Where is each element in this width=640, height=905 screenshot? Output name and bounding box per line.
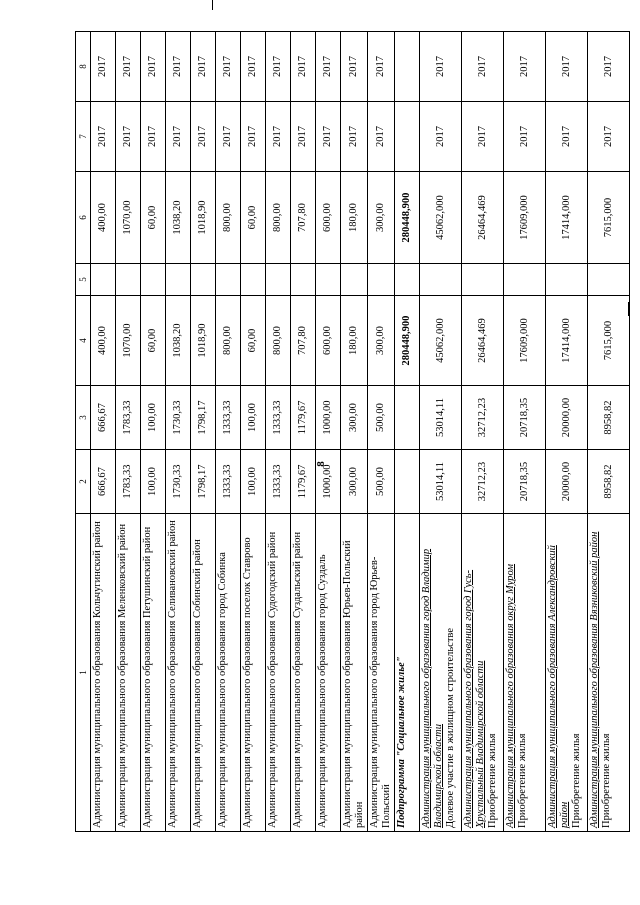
year-cell: 2017 xyxy=(141,102,166,172)
value-cell: 100,00 xyxy=(141,450,166,514)
year-cell: 2017 xyxy=(546,32,588,102)
table-row xyxy=(141,32,166,832)
value-cell: 1070,00 xyxy=(116,172,141,264)
value-cell: 20000,00 xyxy=(546,386,588,450)
subprogram-row xyxy=(395,32,420,832)
value-cell xyxy=(395,386,420,450)
year-cell: 2017 xyxy=(588,102,630,172)
value-cell xyxy=(462,264,504,296)
value-cell xyxy=(504,264,546,296)
value-cell: 666,67 xyxy=(91,450,116,514)
table-row xyxy=(420,32,462,832)
admin-name-cell: Администрация муниципального образования Собинский район xyxy=(191,514,216,832)
item-name: Приобретение жилья xyxy=(571,733,582,828)
year-cell xyxy=(395,102,420,172)
value-cell xyxy=(166,264,191,296)
value-cell: 60,00 xyxy=(141,296,166,386)
value-cell: 7615,000 xyxy=(588,296,630,386)
value-cell xyxy=(241,264,266,296)
table-row xyxy=(504,32,546,832)
value-cell: 707,80 xyxy=(291,296,316,386)
value-cell: 26464,469 xyxy=(462,172,504,264)
item-name: Долевое участие в жилищном строительстве xyxy=(445,628,456,828)
value-cell: 300,00 xyxy=(341,386,368,450)
value-cell: 20000,00 xyxy=(546,450,588,514)
value-cell: 800,00 xyxy=(216,172,241,264)
value-cell: 1798,17 xyxy=(191,450,216,514)
value-cell: 45062,000 xyxy=(420,296,462,386)
value-cell xyxy=(546,264,588,296)
value-cell: 60,00 xyxy=(241,172,266,264)
value-cell: 8958,82 xyxy=(588,450,630,514)
header-cell: 6 xyxy=(76,172,91,264)
value-cell: 1333,33 xyxy=(266,450,291,514)
budget-table xyxy=(75,31,630,832)
table-row xyxy=(91,32,116,832)
item-name: Приобретение жилья xyxy=(601,733,612,828)
value-cell: 1070,00 xyxy=(116,296,141,386)
value-cell: 1018,90 xyxy=(191,172,216,264)
value-cell: 1783,33 xyxy=(116,386,141,450)
year-cell: 2017 xyxy=(166,102,191,172)
admin-name-cell: Администрация муниципального образования город Собинка xyxy=(216,514,241,832)
year-cell: 2017 xyxy=(266,102,291,172)
header-cell: 1 xyxy=(76,514,91,832)
table-row xyxy=(166,32,191,832)
admin-name-cell: Администрация муниципального образования Юрьев-Польский район xyxy=(341,514,368,832)
year-cell: 2017 xyxy=(588,32,630,102)
value-cell: 53014,11 xyxy=(420,386,462,450)
value-cell: 1000,00 xyxy=(316,386,341,450)
header-cell: 7 xyxy=(76,102,91,172)
value-cell: 600,00 xyxy=(316,296,341,386)
value-cell: 17609,000 xyxy=(504,172,546,264)
value-cell xyxy=(141,264,166,296)
item-admin: Администрация муниципального образования округ Муром xyxy=(505,563,516,828)
item-name: Приобретение жилья xyxy=(487,733,498,828)
year-cell: 2017 xyxy=(91,102,116,172)
value-cell: 180,00 xyxy=(341,172,368,264)
value-cell: 300,00 xyxy=(341,450,368,514)
value-cell: 32712,23 xyxy=(462,450,504,514)
value-cell: 1038,20 xyxy=(166,296,191,386)
year-cell: 2017 xyxy=(341,32,368,102)
item-name-cell xyxy=(420,514,462,832)
value-cell: 17414,000 xyxy=(546,296,588,386)
value-cell: 600,00 xyxy=(316,172,341,264)
admin-name-cell: Администрация муниципального образования поселок Ставрово xyxy=(241,514,266,832)
header-row xyxy=(76,32,91,832)
year-cell: 2017 xyxy=(116,32,141,102)
admin-name-cell: Администрация муниципального образования Селивановский район xyxy=(166,514,191,832)
value-cell: 60,00 xyxy=(141,172,166,264)
year-cell: 2017 xyxy=(291,102,316,172)
table-row xyxy=(191,32,216,832)
value-cell xyxy=(266,264,291,296)
item-name-cell xyxy=(588,514,630,832)
year-cell: 2017 xyxy=(241,32,266,102)
value-cell: 20718,35 xyxy=(504,386,546,450)
year-cell: 2017 xyxy=(291,32,316,102)
page-number: 8 xyxy=(314,461,327,467)
value-cell: 60,00 xyxy=(241,296,266,386)
value-cell xyxy=(395,264,420,296)
year-cell: 2017 xyxy=(546,102,588,172)
value-cell: 17414,000 xyxy=(546,172,588,264)
table-row xyxy=(341,32,368,832)
value-cell xyxy=(91,264,116,296)
year-cell: 2017 xyxy=(341,102,368,172)
value-cell: 1798,17 xyxy=(191,386,216,450)
value-cell xyxy=(420,264,462,296)
value-cell: 400,00 xyxy=(91,296,116,386)
item-admin: Администрация муниципального образования город Владимир Владимирской области xyxy=(421,548,444,828)
year-cell: 2017 xyxy=(420,32,462,102)
value-cell: 1730,33 xyxy=(166,386,191,450)
value-cell: 17609,000 xyxy=(504,296,546,386)
value-cell: 20718,35 xyxy=(504,450,546,514)
table-row xyxy=(241,32,266,832)
header-cell: 4 xyxy=(76,296,91,386)
value-cell: 100,00 xyxy=(241,450,266,514)
value-cell: 53014,11 xyxy=(420,450,462,514)
table-row xyxy=(291,32,316,832)
value-cell: 45062,000 xyxy=(420,172,462,264)
table-row xyxy=(588,32,630,832)
year-cell: 2017 xyxy=(266,32,291,102)
header-cell: 8 xyxy=(76,32,91,102)
value-cell: 100,00 xyxy=(241,386,266,450)
value-cell xyxy=(368,264,395,296)
value-cell: 800,00 xyxy=(266,296,291,386)
value-cell xyxy=(116,264,141,296)
year-cell: 2017 xyxy=(316,102,341,172)
item-name: Приобретение жилья xyxy=(517,733,528,828)
item-admin: Администрация муниципального образования Вязниковский район xyxy=(589,531,600,828)
item-admin: Администрация муниципального образования Александровский район xyxy=(547,545,570,828)
year-cell: 2017 xyxy=(91,32,116,102)
value-cell xyxy=(216,264,241,296)
admin-name-cell: Администрация муниципального образования город Суздаль xyxy=(316,514,341,832)
value-cell: 32712,23 xyxy=(462,386,504,450)
year-cell: 2017 xyxy=(504,102,546,172)
year-cell: 2017 xyxy=(241,102,266,172)
table-row xyxy=(462,32,504,832)
table-row xyxy=(116,32,141,832)
value-cell: 1179,67 xyxy=(291,386,316,450)
value-cell: 1730,33 xyxy=(166,450,191,514)
value-cell: 800,00 xyxy=(266,172,291,264)
item-name-cell xyxy=(504,514,546,832)
year-cell: 2017 xyxy=(504,32,546,102)
value-cell: 666,67 xyxy=(91,386,116,450)
table-row xyxy=(266,32,291,832)
admin-name-cell: Администрация муниципального образования Петушинский район xyxy=(141,514,166,832)
year-cell: 2017 xyxy=(368,102,395,172)
year-cell: 2017 xyxy=(216,32,241,102)
value-cell: 1333,33 xyxy=(216,450,241,514)
value-cell: 1333,33 xyxy=(216,386,241,450)
item-admin: Администрация муниципального образования город Гусь-Хрустальный Владимирской области xyxy=(463,569,486,828)
year-cell: 2017 xyxy=(191,102,216,172)
table-row xyxy=(316,32,341,832)
subprogram-total: 280448,900 xyxy=(395,296,420,386)
year-cell: 2017 xyxy=(368,32,395,102)
admin-name-cell: Администрация муниципального образования Меленковский район xyxy=(116,514,141,832)
value-cell: 300,00 xyxy=(368,172,395,264)
subprogram-total: 280448,900 xyxy=(395,172,420,264)
table-row xyxy=(216,32,241,832)
value-cell: 500,00 xyxy=(368,386,395,450)
year-cell: 2017 xyxy=(141,32,166,102)
value-cell: 1018,90 xyxy=(191,296,216,386)
value-cell: 7615,000 xyxy=(588,172,630,264)
table-row xyxy=(546,32,588,832)
year-cell: 2017 xyxy=(191,32,216,102)
year-cell: 2017 xyxy=(316,32,341,102)
value-cell xyxy=(588,264,630,296)
value-cell: 26464,469 xyxy=(462,296,504,386)
year-cell: 2017 xyxy=(420,102,462,172)
admin-name-cell: Администрация муниципального образования Судогодский район xyxy=(266,514,291,832)
item-name-cell xyxy=(546,514,588,832)
table-row xyxy=(368,32,395,832)
year-cell: 2017 xyxy=(166,32,191,102)
value-cell: 300,00 xyxy=(368,296,395,386)
scan-edge-mark-top xyxy=(212,0,213,10)
value-cell xyxy=(395,450,420,514)
value-cell: 100,00 xyxy=(141,386,166,450)
value-cell: 707,80 xyxy=(291,172,316,264)
subprogram-name: Подпрограмма "Социальное жилье" xyxy=(395,514,420,832)
value-cell: 1179,67 xyxy=(291,450,316,514)
value-cell: 500,00 xyxy=(368,450,395,514)
year-cell xyxy=(395,32,420,102)
value-cell: 1333,33 xyxy=(266,386,291,450)
value-cell xyxy=(191,264,216,296)
year-cell: 2017 xyxy=(462,102,504,172)
value-cell: 8958,82 xyxy=(588,386,630,450)
rotated-table-wrapper xyxy=(75,32,630,832)
header-cell: 3 xyxy=(76,386,91,450)
value-cell xyxy=(291,264,316,296)
item-name-cell xyxy=(462,514,504,832)
header-cell: 5 xyxy=(76,264,91,296)
value-cell xyxy=(316,264,341,296)
value-cell xyxy=(341,264,368,296)
year-cell: 2017 xyxy=(216,102,241,172)
value-cell: 1000,00 xyxy=(316,450,341,514)
value-cell: 800,00 xyxy=(216,296,241,386)
value-cell: 180,00 xyxy=(341,296,368,386)
year-cell: 2017 xyxy=(462,32,504,102)
admin-name-cell: Администрация муниципального образования Кольчугинский район xyxy=(91,514,116,832)
header-cell: 2 xyxy=(76,450,91,514)
value-cell: 1038,20 xyxy=(166,172,191,264)
value-cell: 1783,33 xyxy=(116,450,141,514)
value-cell: 400,00 xyxy=(91,172,116,264)
year-cell: 2017 xyxy=(116,102,141,172)
admin-name-cell: Администрация муниципального образования город Юрьев-Польский xyxy=(368,514,395,832)
admin-name-cell: Администрация муниципального образования Суздальский район xyxy=(291,514,316,832)
